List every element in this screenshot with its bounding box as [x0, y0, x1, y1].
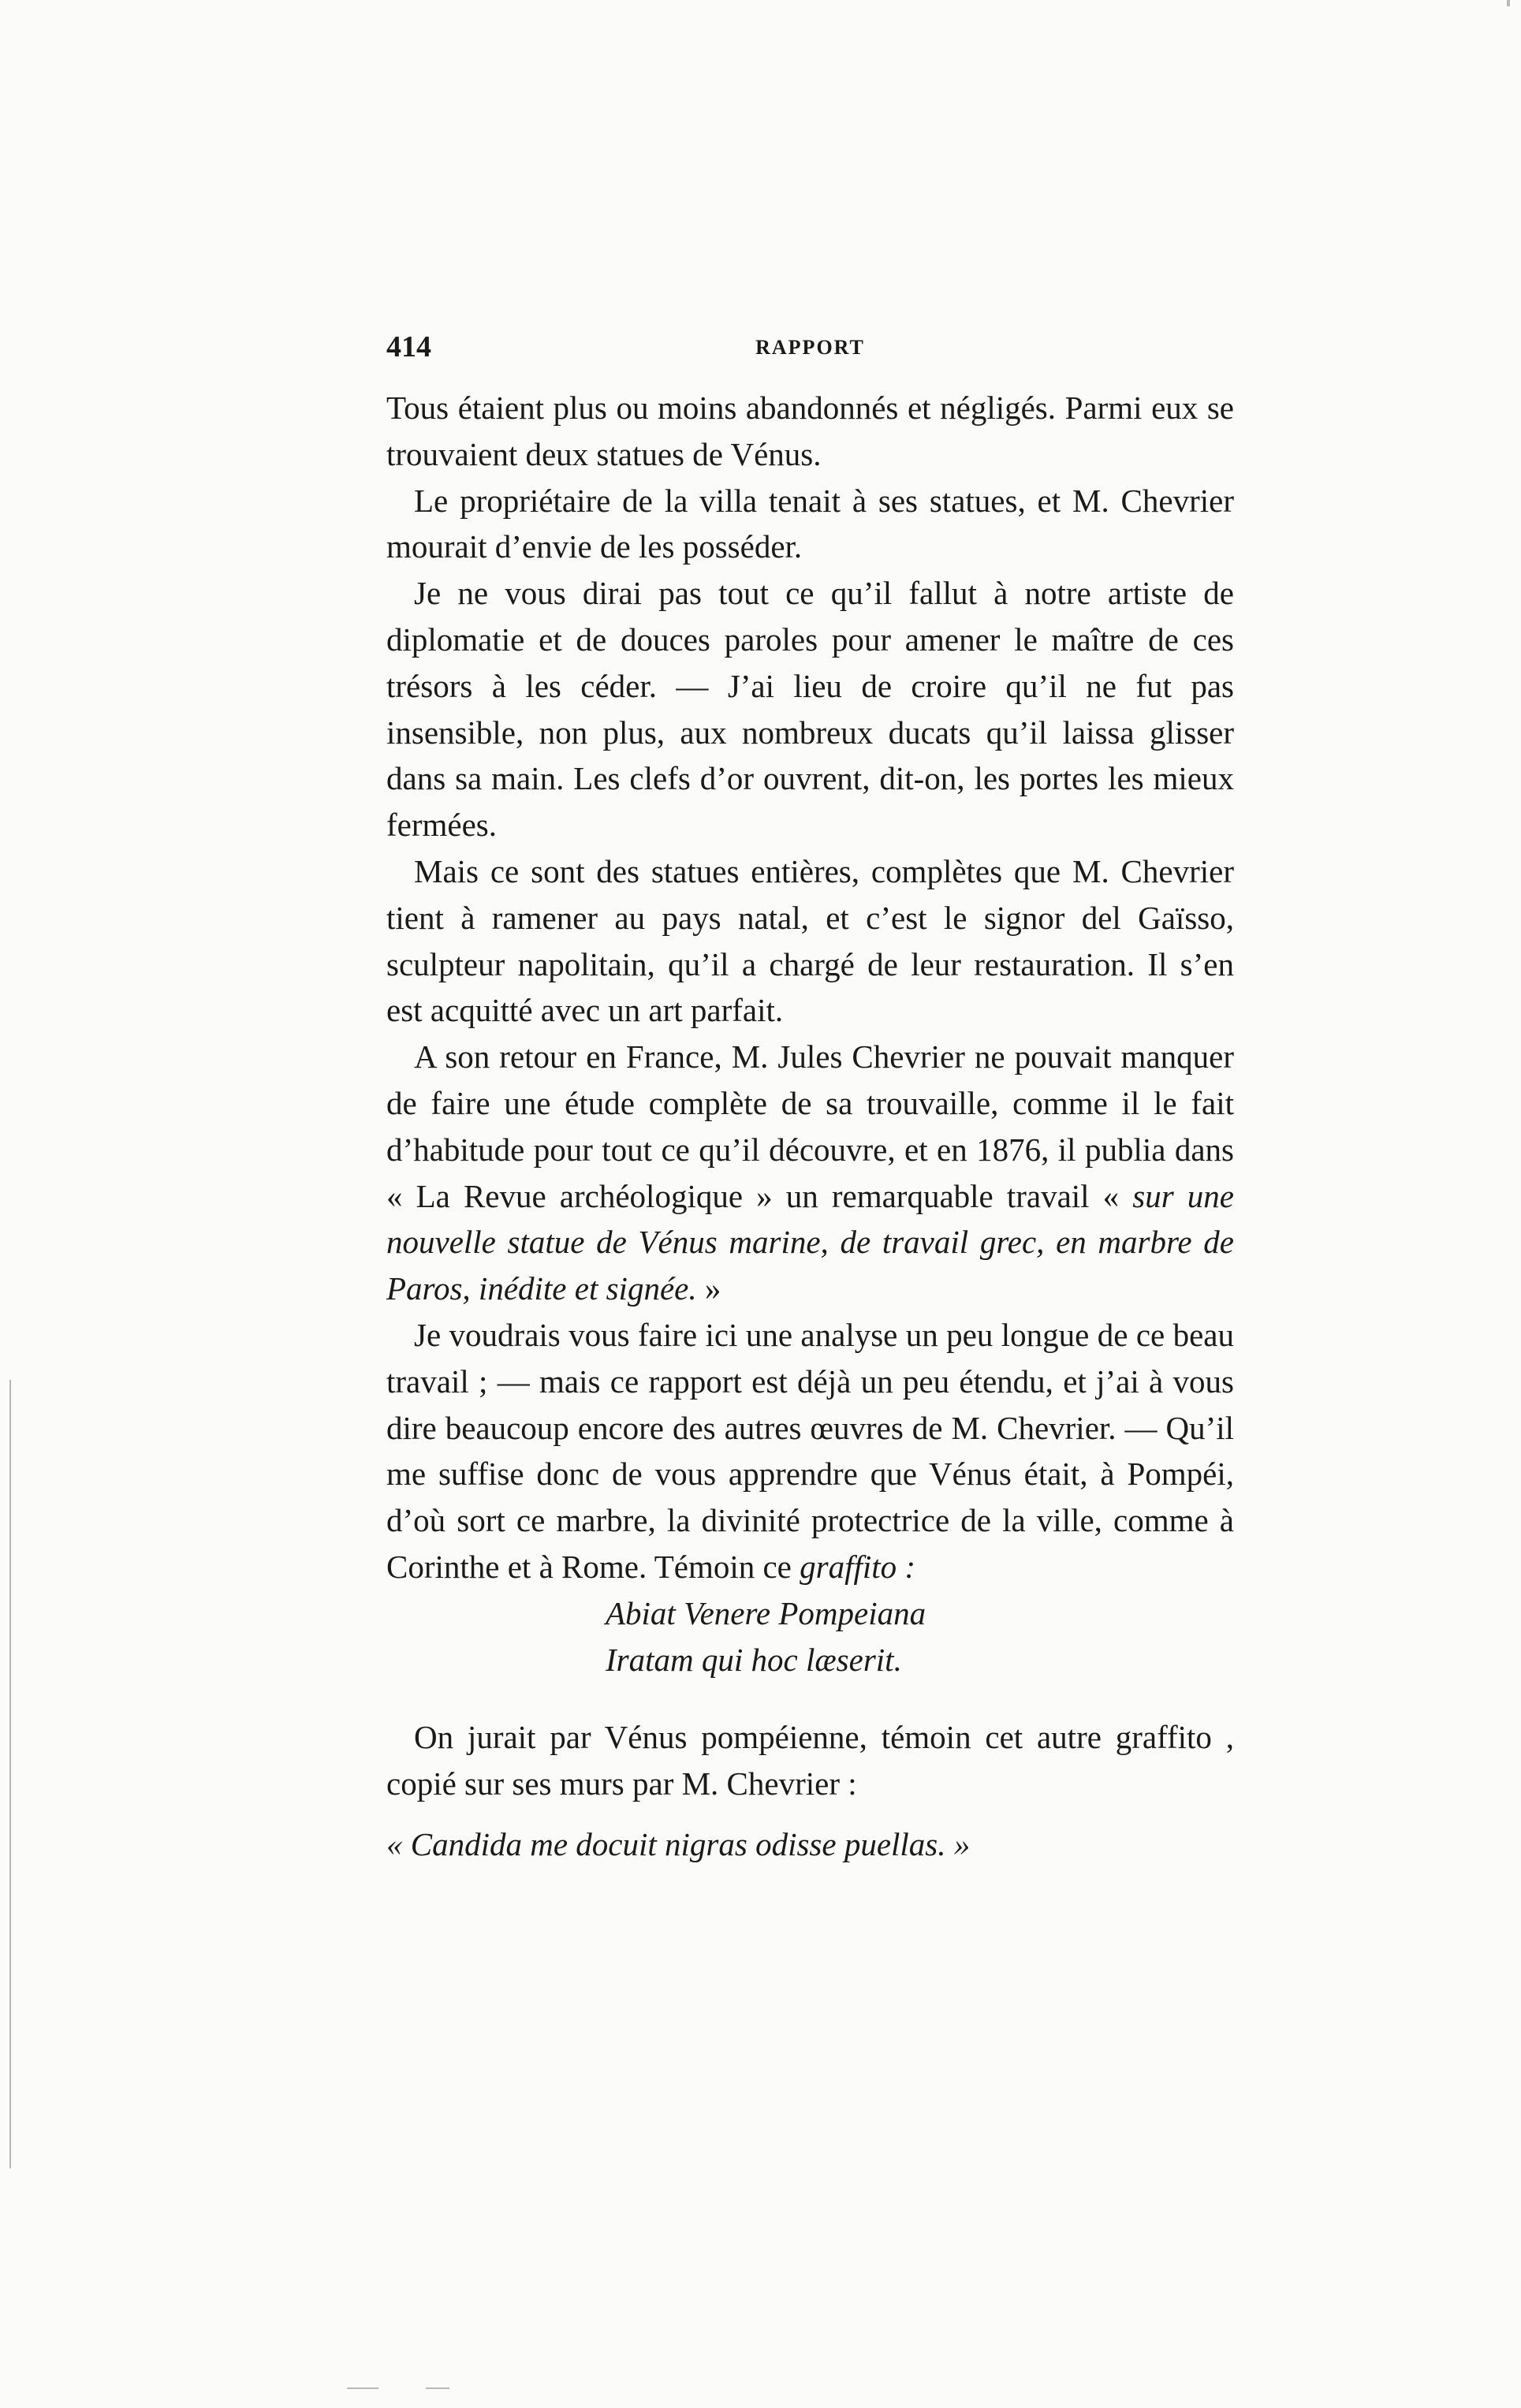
quote-open: «: [386, 1825, 411, 1862]
article-title: sur une nouvelle statue de Vénus marine, de travail grec, en marbre de Paros, inédite et signée.: [386, 1177, 1234, 1307]
verse-line: Abiat Venere Pompeiana: [606, 1594, 926, 1631]
scan-mark: [9, 1380, 11, 2168]
paragraph: Le propriétaire de la villa tenait à ses statues, et M. Chevrier mourait d’envie de les posséder.: [386, 482, 1234, 565]
paragraph: [386, 1312, 1234, 1590]
paragraph-text: »: [696, 1270, 721, 1307]
running-title: RAPPORT: [755, 336, 865, 359]
scan-mark: [347, 2387, 378, 2389]
page-number: 414: [386, 330, 431, 363]
paragraph-text: A son retour en France, M. Jules Chevrier ne pouvait manquer de faire une étude complète de sa trouvaille, comme il le fait d’habitude pour tout ce qu’il découvre, et en 1876, il publia dans « La Revue archéologique » un remarquable travail «: [386, 1038, 1234, 1214]
paragraph: Tous étaient plus ou moins abandonnés et négligés. Parmi eux se trouvaient deux statues de Vénus.: [386, 390, 1234, 472]
quote-text: Candida me docuit nigras odisse puellas.: [410, 1825, 946, 1862]
paragraph: On jurait par Vénus pompéienne, témoin cet autre graffito , copié sur ses murs par M. Chevrier :: [386, 1719, 1234, 1802]
paragraph: Je ne vous dirai pas tout ce qu’il fallut à notre artiste de diplomatie et de douces paroles pour amener le maître de ces trésors à les céder. — J’ai lieu de croire qu’il ne fut pas insensible, non plus, aux nombreux ducats qu’il laissa glisser dans sa main. Les clefs d’or ouvrent, dit-on, les portes les mieux fermées.: [386, 575, 1234, 844]
scan-mark: [1507, 0, 1510, 6]
paragraph: Mais ce sont des statues entières, complètes que M. Chevrier tient à ramener au pays natal, et c’est le signor del Gaïsso, sculpteur napolitain, qu’il a chargé de leur restauration. Il s’en est acquitté avec un art parfait.: [386, 852, 1234, 1029]
page-body: [386, 385, 1234, 1868]
final-quote: [386, 1821, 1234, 1868]
page-header: [386, 330, 1234, 377]
paragraph-text: Je voudrais vous faire ici une analyse un peu longue de ce beau travail ; — mais ce rapport est déjà un peu étendu, et j’ai à vous dire beaucoup encore des autres œuvres de M. Chevrier. — Qu’il me suffise donc de vous apprendre que Vénus était, à Pompéi, d’où sort ce marbre, la divinité protectrice de la ville, comme à Corinthe et à Rome. Témoin ce: [386, 1316, 1234, 1585]
paragraph: [386, 1034, 1234, 1312]
quote-close: »: [945, 1825, 971, 1862]
verse-line: Iratam qui hoc læserit.: [606, 1641, 902, 1678]
italic-term: graffito :: [800, 1548, 916, 1585]
scan-mark: [426, 2387, 449, 2389]
